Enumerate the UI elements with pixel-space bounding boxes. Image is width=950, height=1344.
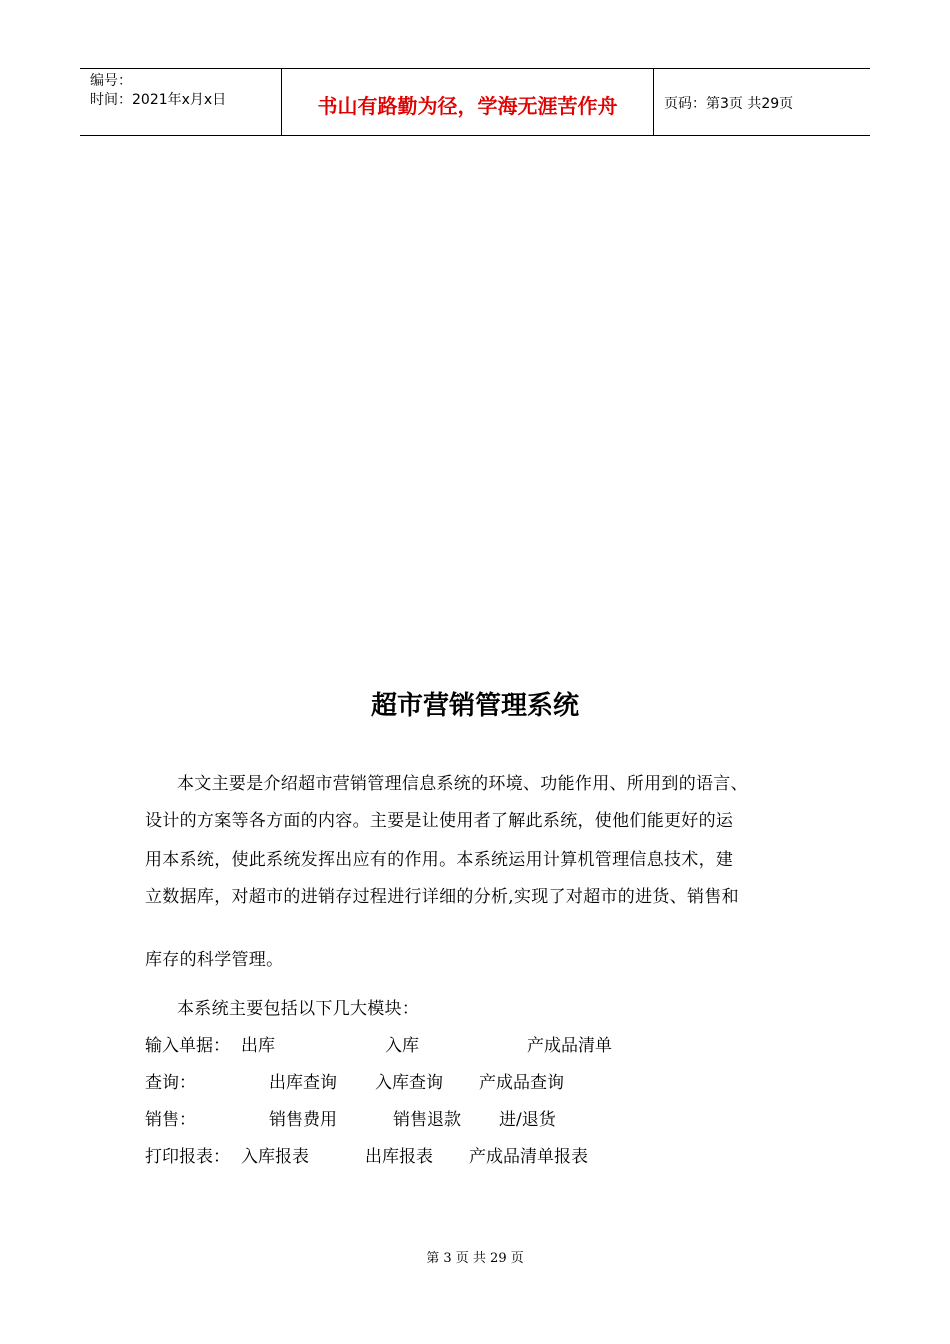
module-label: 打印报表： (145, 1147, 230, 1167)
header-page-info: 页码：第3页 共29页 (664, 96, 794, 112)
body-line: 用本系统，使此系统发挥出应有的作用。本系统运用计算机管理信息技术，建 (145, 850, 734, 870)
body-line: 库存的科学管理。 (145, 950, 284, 970)
module-item: 产成品清单报表 (469, 1147, 588, 1167)
header-meta (80, 69, 281, 135)
module-item: 进/退货 (499, 1110, 556, 1130)
module-item: 销售费用 (269, 1110, 337, 1130)
modules-intro: 本系统主要包括以下几大模块： (177, 999, 420, 1019)
body-line: 立数据库，对超市的进销存过程进行详细的分析,实现了对超市的进货、销售和 (145, 887, 739, 907)
document-title: 超市营销管理系统 (370, 691, 579, 721)
module-label: 查询： (145, 1073, 196, 1093)
module-label: 销售： (145, 1110, 196, 1130)
module-item: 入库 (385, 1036, 419, 1056)
module-item: 入库查询 (375, 1073, 443, 1093)
module-item: 入库报表 (241, 1147, 309, 1167)
module-item: 产成品清单 (527, 1036, 612, 1056)
module-item: 销售退款 (393, 1110, 461, 1130)
document-number-label: 编号： (90, 73, 132, 89)
body-line: 本文主要是介绍超市营销管理信息系统的环境、功能作用、所用到的语言、 (177, 774, 748, 794)
header-motto: 书山有路勤为径，学海无涯苦作舟 (281, 69, 654, 135)
page-footer: 第 3 页 共 29 页 (426, 1251, 524, 1266)
module-label: 输入单据： (145, 1036, 230, 1056)
module-item: 出库 (241, 1036, 275, 1056)
module-item: 出库报表 (365, 1147, 433, 1167)
body-line: 设计的方案等各方面的内容。主要是让使用者了解此系统，使他们能更好的运 (145, 811, 734, 831)
page-header (80, 68, 870, 136)
module-item: 出库查询 (269, 1073, 337, 1093)
document-date-label: 时间：2021年x月x日 (90, 92, 227, 108)
module-item: 产成品查询 (479, 1073, 564, 1093)
